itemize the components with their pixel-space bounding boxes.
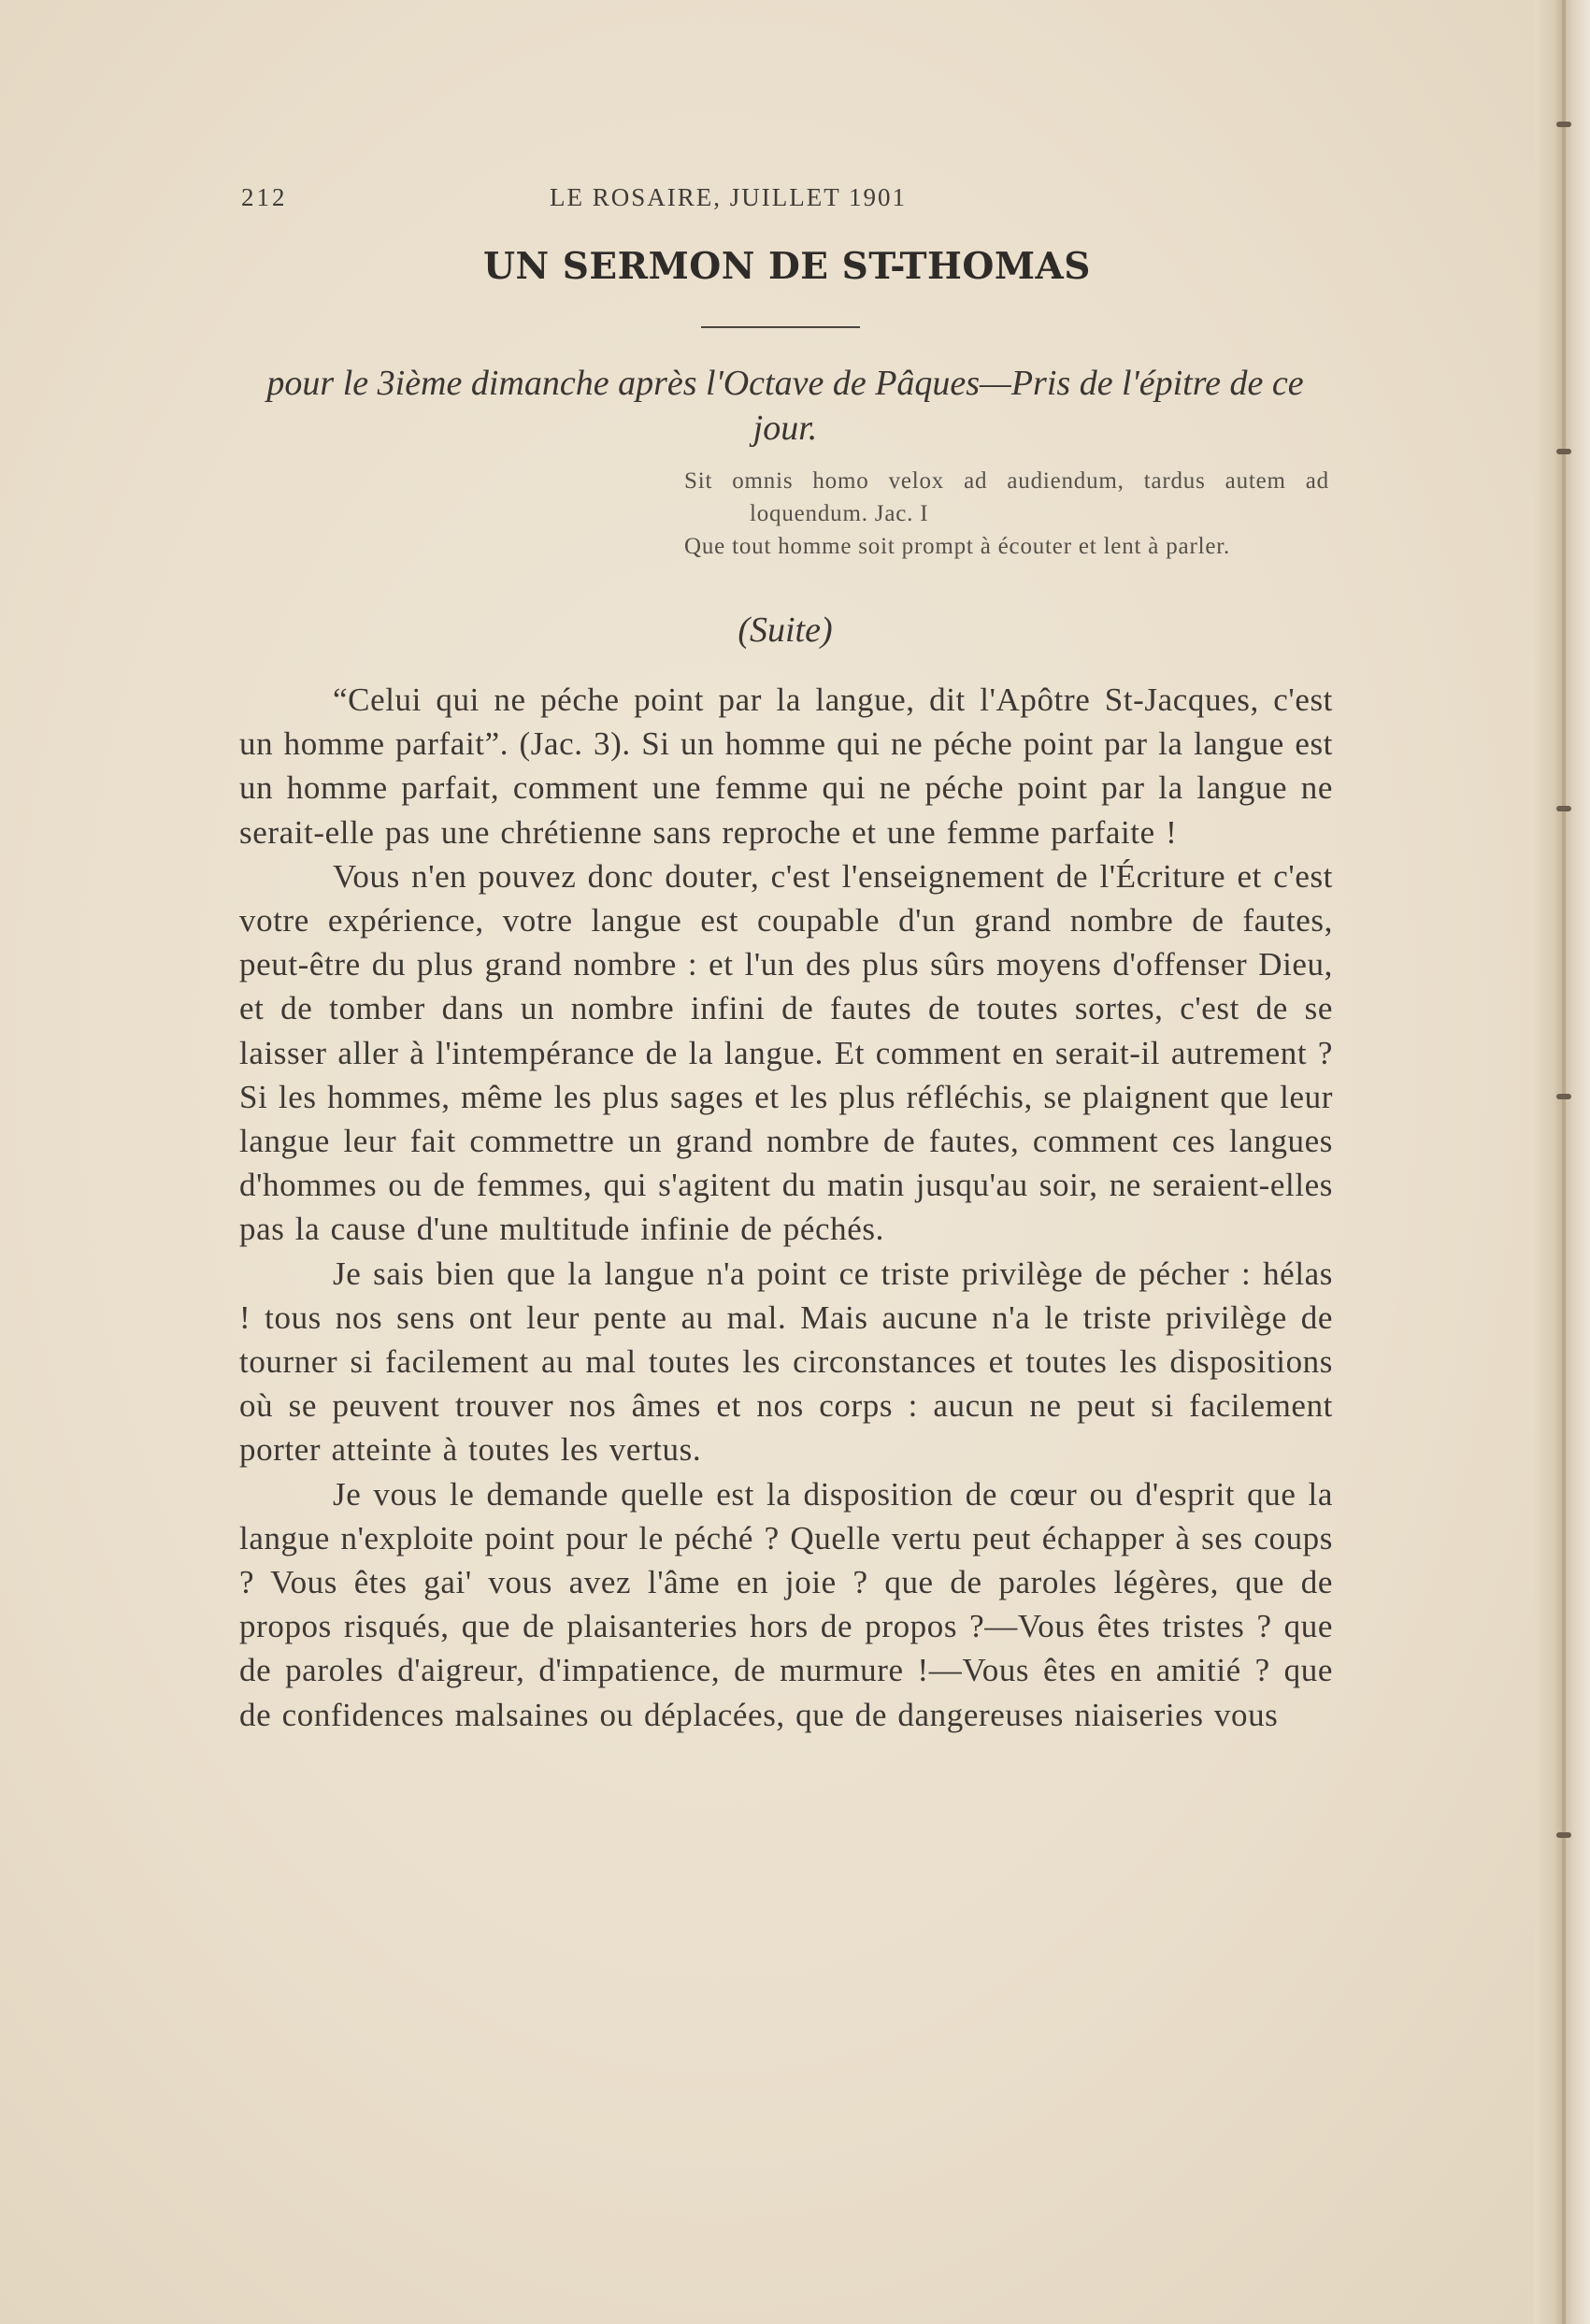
continuation-label: (Suite) [738, 610, 833, 650]
page-number: 212 [241, 183, 288, 211]
title-divider [701, 326, 860, 328]
binding-mark [1556, 1832, 1571, 1838]
page-header [241, 183, 1026, 221]
epigraph-latin: Sit omnis homo velox ad audiendum, tardus autem ad loquendum. Jac. I [684, 468, 1329, 526]
epigraph [684, 465, 1329, 563]
page-binding-edge [1534, 0, 1590, 2324]
binding-mark [1556, 806, 1571, 811]
body-paragraph: Je sais bien que la langue n'a point ce triste privilège de pécher : hélas ! tous nos sens ont leur pente au mal. Mais aucune n'a le triste privilège de tourner si facilement au mal toutes les circonstances et toutes les dispositions où se peuvent trouver nos âmes et nos corps : aucun ne peut si facilement porter atteinte à toutes les vertus. [239, 1255, 1333, 1469]
binding-mark [1556, 449, 1571, 454]
body-paragraph: Je vous le demande quelle est la disposition de cœur ou d'esprit que la langue n'exploite point pour le péché ? Quelle vertu peut échapper à ses coups ? Vous êtes gai' vous avez l'âme en joie ? que de paroles légères, que de propos risqués, que de plaisanteries hors de propos ?—Vous êtes tristes ? que de paroles d'aigreur, d'impatience, de murmure !—Vous êtes en amitié ? que de confidences malsaines ou déplacées, que de dangereuses niaiseries vous [239, 1475, 1333, 1733]
article-title: UN SERMON DE ST-THOMAS [483, 245, 1091, 288]
article-subtitle: pour le 3ième dimanche après l'Octave de Pâques—Pris de l'épitre de ce jour. [266, 364, 1304, 448]
binding-mark [1556, 122, 1571, 127]
body-paragraph: “Celui qui ne péche point par la langue, dit l'Apôtre St-Jacques, c'est un homme parfait”. (Jac. 3). Si un homme qui ne péche point par la langue est un homme parfait, comment une femme qui ne péche point par la langue ne serait-elle pas une chrétienne sans reproche et une femme parfaite ! [239, 681, 1333, 851]
running-head: LE ROSAIRE, JUILLET 1901 [550, 183, 907, 211]
epigraph-french: Que tout homme soit prompt à écouter et lent à parler. [684, 534, 1231, 559]
article-body [239, 678, 1333, 1737]
binding-mark [1556, 1094, 1571, 1099]
binding-line [1562, 0, 1566, 2324]
body-paragraph: Vous n'en pouvez donc douter, c'est l'enseignement de l'Écriture et c'est votre expérience, votre langue est coupable d'un grand nombre de fautes, peut-être du plus grand nombre : et l'un des plus sûrs moyens d'offenser Dieu, et de tomber dans un nombre infini de fautes de toutes sortes, c'est de se laisser aller à l'intempérance de la langue. Et comment en serait-il autrement ? Si les hommes, même les plus sages et les plus réfléchis, se plaignent que leur langue leur fait commettre un grand nombre de fautes, comment ces langues d'hommes ou de femmes, qui s'agitent du matin jusqu'au soir, ne seraient-elles pas la cause d'une multitude infinie de péchés. [239, 857, 1333, 1248]
